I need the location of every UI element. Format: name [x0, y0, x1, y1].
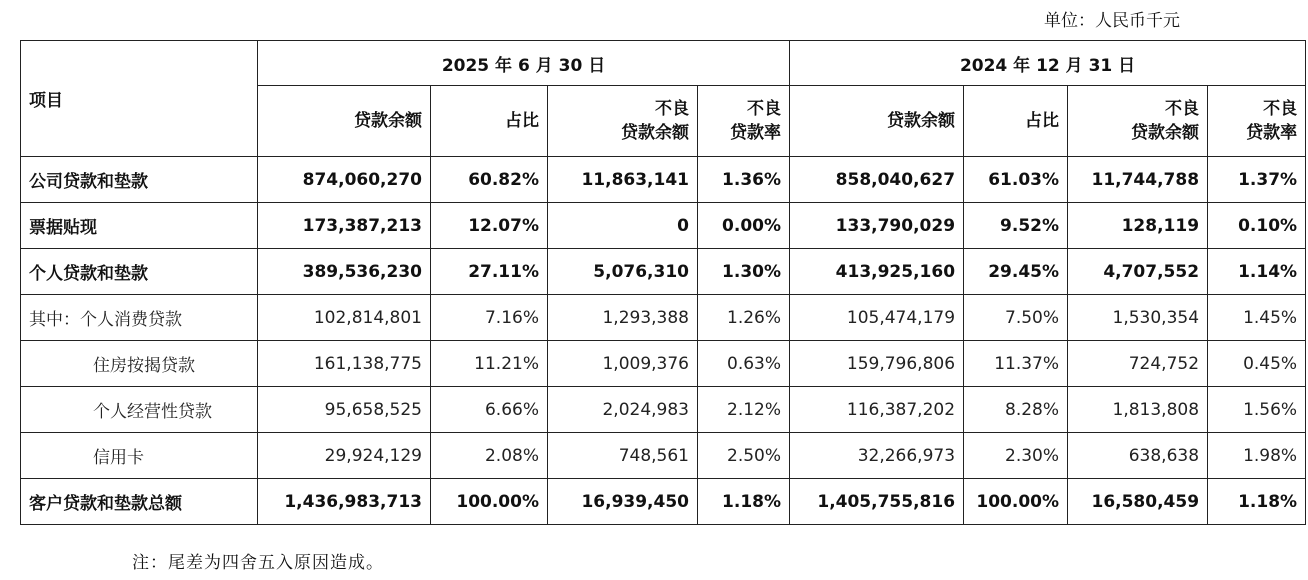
cell: 2.12%	[698, 387, 790, 433]
cell: 724,752	[1068, 341, 1208, 387]
table-row	[21, 249, 1306, 295]
header-npl-rate: 不良 贷款率	[698, 86, 790, 157]
cell: 16,939,450	[548, 479, 698, 525]
cell: 133,790,029	[790, 203, 964, 249]
cell: 105,474,179	[790, 295, 964, 341]
cell: 638,638	[1068, 433, 1208, 479]
cell: 12.07%	[431, 203, 548, 249]
header-share: 占比	[431, 86, 548, 157]
cell: 1.18%	[1208, 479, 1306, 525]
cell: 29,924,129	[258, 433, 431, 479]
cell: 100.00%	[964, 479, 1068, 525]
cell: 6.66%	[431, 387, 548, 433]
cell: 7.16%	[431, 295, 548, 341]
cell: 1.37%	[1208, 157, 1306, 203]
cell: 11.37%	[964, 341, 1068, 387]
cell: 11,863,141	[548, 157, 698, 203]
cell: 9.52%	[964, 203, 1068, 249]
cell: 1.36%	[698, 157, 790, 203]
cell: 1,530,354	[1068, 295, 1208, 341]
cell: 413,925,160	[790, 249, 964, 295]
cell: 874,060,270	[258, 157, 431, 203]
footnote: 注：尾差为四舍五入原因造成。	[132, 553, 384, 573]
cell: 8.28%	[964, 387, 1068, 433]
cell: 7.50%	[964, 295, 1068, 341]
unit-label: 单位：人民币千元	[1044, 11, 1180, 31]
cell: 1.14%	[1208, 249, 1306, 295]
row-label: 住房按揭贷款	[21, 341, 258, 387]
cell: 1,405,755,816	[790, 479, 964, 525]
cell: 0.00%	[698, 203, 790, 249]
cell: 2.08%	[431, 433, 548, 479]
table-row	[21, 295, 1306, 341]
cell: 11,744,788	[1068, 157, 1208, 203]
cell: 748,561	[548, 433, 698, 479]
cell: 61.03%	[964, 157, 1068, 203]
row-label: 个人贷款和垫款	[21, 249, 258, 295]
cell: 60.82%	[431, 157, 548, 203]
cell: 5,076,310	[548, 249, 698, 295]
cell: 29.45%	[964, 249, 1068, 295]
table-row	[21, 387, 1306, 433]
header-item: 项目	[21, 41, 258, 157]
header-period-2025: 2025 年 6 月 30 日	[258, 41, 790, 86]
header-npl-rate: 不良 贷款率	[1208, 86, 1306, 157]
table-row	[21, 157, 1306, 203]
cell: 1,009,376	[548, 341, 698, 387]
cell: 858,040,627	[790, 157, 964, 203]
header-balance: 贷款余额	[258, 86, 431, 157]
cell: 1,813,808	[1068, 387, 1208, 433]
cell: 0.63%	[698, 341, 790, 387]
cell: 1.18%	[698, 479, 790, 525]
cell: 27.11%	[431, 249, 548, 295]
table-row	[21, 203, 1306, 249]
cell: 2,024,983	[548, 387, 698, 433]
header-balance: 贷款余额	[790, 86, 964, 157]
table-row	[21, 433, 1306, 479]
cell: 389,536,230	[258, 249, 431, 295]
header-npl-balance: 不良 贷款余额	[548, 86, 698, 157]
cell: 102,814,801	[258, 295, 431, 341]
header-npl-balance: 不良 贷款余额	[1068, 86, 1208, 157]
row-label: 其中：个人消费贷款	[21, 295, 258, 341]
cell: 1.98%	[1208, 433, 1306, 479]
cell: 161,138,775	[258, 341, 431, 387]
header-share: 占比	[964, 86, 1068, 157]
row-label: 公司贷款和垫款	[21, 157, 258, 203]
cell: 2.30%	[964, 433, 1068, 479]
cell: 1.26%	[698, 295, 790, 341]
cell: 116,387,202	[790, 387, 964, 433]
cell: 32,266,973	[790, 433, 964, 479]
cell: 95,658,525	[258, 387, 431, 433]
cell: 1.30%	[698, 249, 790, 295]
cell: 100.00%	[431, 479, 548, 525]
cell: 159,796,806	[790, 341, 964, 387]
cell: 1,436,983,713	[258, 479, 431, 525]
cell: 0.45%	[1208, 341, 1306, 387]
cell: 2.50%	[698, 433, 790, 479]
cell: 1,293,388	[548, 295, 698, 341]
cell: 4,707,552	[1068, 249, 1208, 295]
row-label: 个人经营性贷款	[21, 387, 258, 433]
cell: 1.45%	[1208, 295, 1306, 341]
table-row	[21, 341, 1306, 387]
cell: 128,119	[1068, 203, 1208, 249]
loan-table	[20, 40, 1306, 525]
row-label: 信用卡	[21, 433, 258, 479]
header-period-2024: 2024 年 12 月 31 日	[790, 41, 1306, 86]
cell: 11.21%	[431, 341, 548, 387]
cell: 0	[548, 203, 698, 249]
cell: 16,580,459	[1068, 479, 1208, 525]
cell: 173,387,213	[258, 203, 431, 249]
cell: 1.56%	[1208, 387, 1306, 433]
cell: 0.10%	[1208, 203, 1306, 249]
row-label: 客户贷款和垫款总额	[21, 479, 258, 525]
row-label: 票据贴现	[21, 203, 258, 249]
table-row-total	[21, 479, 1306, 525]
